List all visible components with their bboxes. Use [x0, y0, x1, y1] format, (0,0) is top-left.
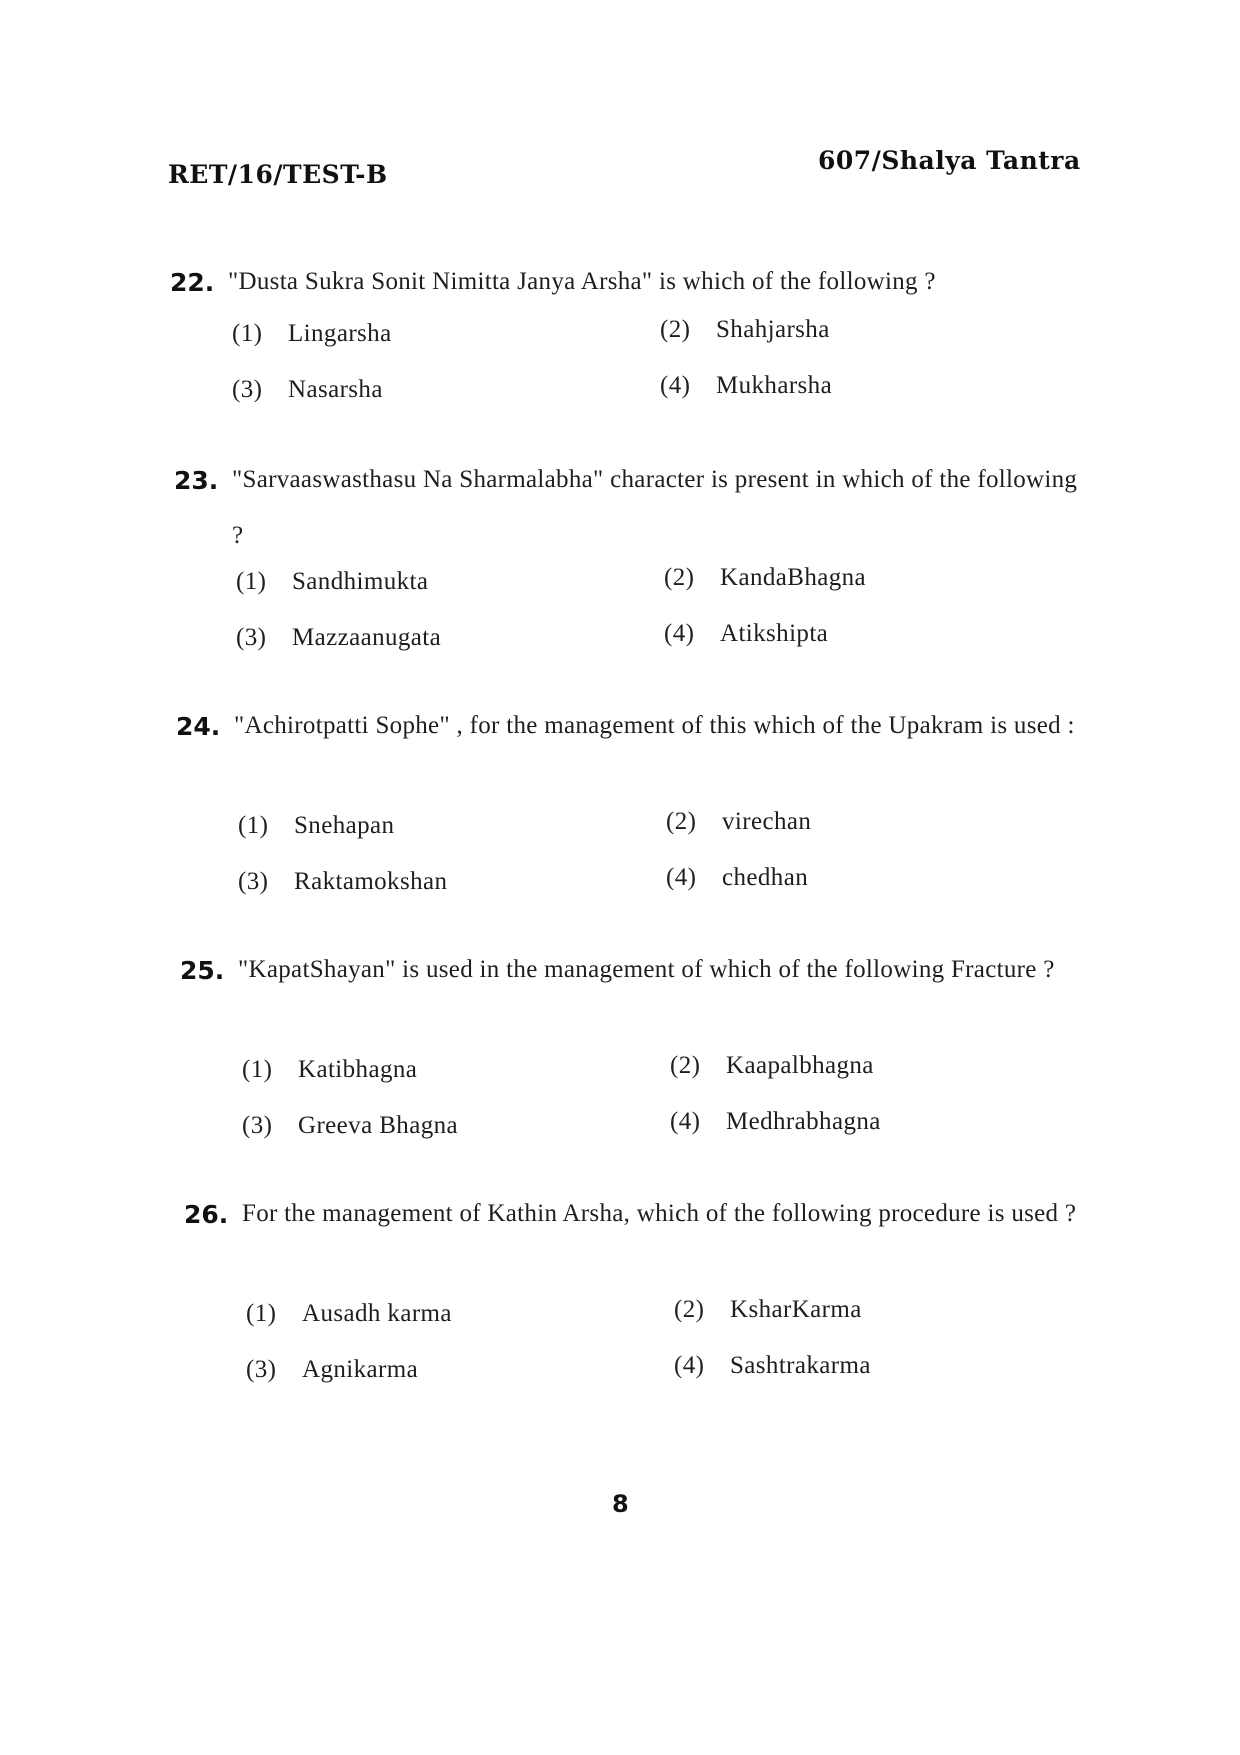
- question-text: For the management of Kathin Arsha, which of the following procedure is used ?: [242, 1200, 1077, 1227]
- option-text: Greeva Bhagna: [298, 1112, 458, 1139]
- question-text: "Sarvaaswasthasu Na Sharmalabha" character is present in which of the following ?: [232, 466, 1078, 549]
- option-text: Agnikarma: [302, 1356, 419, 1383]
- option-number: (2): [660, 316, 691, 343]
- option-number: (1): [232, 320, 263, 347]
- option-text: Atikshipta: [720, 620, 829, 647]
- option-text: Nasarsha: [288, 376, 383, 403]
- option-1: [236, 568, 428, 596]
- option-text: virechan: [722, 808, 812, 835]
- option-4: [664, 620, 828, 648]
- option-number: (2): [674, 1296, 705, 1323]
- option-number: (4): [674, 1352, 705, 1379]
- option-2: [674, 1296, 862, 1324]
- option-3: [242, 1112, 458, 1140]
- option-1: [232, 320, 392, 348]
- option-2: [664, 564, 866, 592]
- option-text: Shahjarsha: [716, 316, 830, 343]
- option-text: Raktamokshan: [294, 868, 448, 895]
- option-number: (3): [232, 376, 263, 403]
- option-1: [246, 1300, 452, 1328]
- option-number: (1): [238, 812, 269, 839]
- option-number: (3): [246, 1356, 277, 1383]
- option-number: (1): [236, 568, 267, 595]
- option-3: [232, 376, 383, 404]
- option-4: [666, 864, 808, 892]
- option-1: [242, 1056, 417, 1084]
- option-text: Mazzaanugata: [292, 624, 442, 651]
- option-number: (4): [670, 1108, 701, 1135]
- option-number: (4): [660, 372, 691, 399]
- test-code: RET/16/TEST-B: [168, 160, 388, 189]
- question-number: 23.: [174, 466, 219, 495]
- option-number: (1): [246, 1300, 277, 1327]
- option-text: KsharKarma: [730, 1296, 862, 1323]
- option-number: (3): [238, 868, 269, 895]
- option-2: [666, 808, 811, 836]
- option-number: (4): [666, 864, 697, 891]
- question-number: 26.: [184, 1200, 229, 1229]
- option-3: [238, 868, 447, 896]
- option-text: Katibhagna: [298, 1056, 418, 1083]
- option-3: [236, 624, 441, 652]
- option-number: (2): [670, 1052, 701, 1079]
- option-number: (3): [236, 624, 267, 651]
- question-number: 22.: [170, 268, 215, 297]
- option-text: Snehapan: [294, 812, 395, 839]
- subject-code: 607/Shalya Tantra: [818, 146, 1081, 175]
- option-4: [670, 1108, 881, 1136]
- option-number: (4): [664, 620, 695, 647]
- option-text: Lingarsha: [288, 320, 392, 347]
- question-text: "Dusta Sukra Sonit Nimitta Janya Arsha" is which of the following ?: [228, 268, 936, 295]
- option-text: Mukharsha: [716, 372, 833, 399]
- option-text: Sandhimukta: [292, 568, 429, 595]
- option-text: chedhan: [722, 864, 809, 891]
- option-4: [674, 1352, 871, 1380]
- option-text: Medhrabhagna: [726, 1108, 881, 1135]
- option-3: [246, 1356, 418, 1384]
- option-1: [238, 812, 394, 840]
- question-text: "KapatShayan" is used in the management of which of the following Fracture ?: [238, 956, 1055, 983]
- question-text: "Achirotpatti Sophe" , for the management of this which of the Upakram is used :: [234, 712, 1075, 739]
- question-number: 25.: [180, 956, 225, 985]
- option-text: Ausadh karma: [302, 1300, 452, 1327]
- question-number: 24.: [176, 712, 221, 741]
- option-2: [670, 1052, 874, 1080]
- page-number: 8: [612, 1490, 629, 1518]
- option-number: (1): [242, 1056, 273, 1083]
- option-text: KandaBhagna: [720, 564, 867, 591]
- option-4: [660, 372, 832, 400]
- option-number: (2): [666, 808, 697, 835]
- option-2: [660, 316, 830, 344]
- option-number: (2): [664, 564, 695, 591]
- option-text: Kaapalbhagna: [726, 1052, 874, 1079]
- option-number: (3): [242, 1112, 273, 1139]
- option-text: Sashtrakarma: [730, 1352, 871, 1379]
